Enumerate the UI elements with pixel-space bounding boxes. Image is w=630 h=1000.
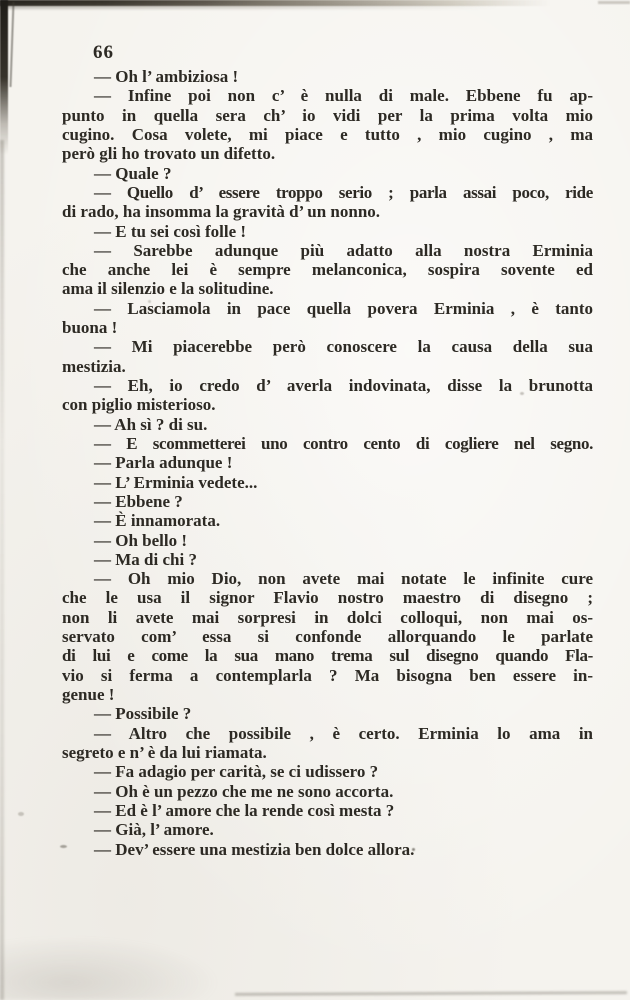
scan-edge-left (0, 0, 8, 155)
text-line: — Quello d’ essere troppo serio ; parla assai poco, ride (94, 182, 593, 202)
text-line: — L’ Erminia vedete... (94, 472, 258, 492)
page-text (62, 67, 593, 859)
scan-edge-left-line (10, 2, 15, 87)
text-line: che le usa il signor Flavio nostro maestro di disegno ; (62, 588, 593, 608)
text-line: — Ah sì ? di su. (94, 414, 208, 434)
text-line: con piglio misterioso. (62, 395, 216, 415)
text-line: — E tu sei così folle ! (94, 221, 247, 241)
text-line: buona ! (62, 318, 118, 338)
text-line: — Oh l’ ambiziosa ! (94, 67, 239, 86)
scan-edge-top-shadow (0, 4, 500, 9)
text-line: — Infine poi non c’ è nulla di male. Ebbene fu ap- (94, 86, 593, 106)
scan-speck (18, 812, 24, 816)
text-line: segreto e n’ è da lui riamata. (62, 742, 267, 762)
text-line: di rado, ha insomma la gravità d’ un nonno. (62, 202, 381, 222)
text-line: — Oh bello ! (94, 530, 188, 550)
scan-edge-top-right (598, 1, 630, 4)
scan-smudge-bottom-left (0, 930, 240, 1000)
text-line: di lui e come la sua mano trema sul disegno quando Fla- (62, 646, 593, 666)
text-line: punto in quella sera ch’ io vidi per la prima volta mio (62, 105, 593, 125)
text-line: — Possibile ? (94, 704, 192, 724)
page-number: 66 (93, 42, 114, 63)
text-line: — Ebbene ? (94, 491, 183, 511)
text-line: cugino. Cosa volete, mi piace e tutto , mio cugino , ma (62, 124, 593, 144)
text-line: — Già, l’ amore. (94, 820, 214, 840)
text-line: — È innamorata. (94, 511, 221, 531)
text-line: — Sarebbe adunque più adatto alla nostra Erminia (94, 240, 593, 260)
text-line: — Parla adunque ! (94, 453, 233, 473)
text-line: non li avete mai sorpresi in dolci colloqui, non mai os- (62, 607, 593, 627)
text-line: — Fa adagio per carità, se ci udissero ? (94, 762, 379, 782)
text-line: genue ! (62, 685, 115, 704)
text-line: — Altro che possibile , è certo. Erminia lo ama in (94, 723, 593, 743)
text-line: — Ma di chi ? (94, 549, 197, 569)
scan-edge-bottom (235, 991, 627, 996)
text-line: che anche lei è sempre melanconica, sospira sovente ed (62, 260, 593, 280)
text-line: però gli ho trovato un difetto. (62, 144, 276, 164)
text-line: — Oh è un pezzo che me ne sono accorta. (94, 781, 394, 801)
text-line: ama il silenzio e la solitudine. (62, 279, 274, 299)
text-line: — Dev’ essere una mestizia ben dolce allora. (94, 839, 415, 859)
text-line: — Lasciamola in pace quella povera Erminia , è tanto (94, 298, 593, 318)
scan-edge-left-faint (0, 140, 4, 1000)
text-line: vio si ferma a contemplarla ? Ma bisogna ben essere in- (62, 665, 593, 685)
text-line: — E scommetterei uno contro cento di cogliere nel segno. (94, 433, 593, 453)
text-line: — Quale ? (94, 163, 172, 183)
text-line: — Ed è l’ amore che la rende così mesta ? (94, 800, 395, 820)
text-line: — Mi piacerebbe però conoscere la causa della sua (94, 337, 593, 357)
text-line: — Oh mio Dio, non avete mai notate le infinite cure (94, 569, 593, 589)
text-line: mestizia. (62, 356, 126, 376)
text-line: servato com’ essa si confonde allorquando le parlate (62, 627, 593, 647)
text-line: — Eh, io credo d’ averla indovinata, disse la brunotta (94, 376, 593, 395)
